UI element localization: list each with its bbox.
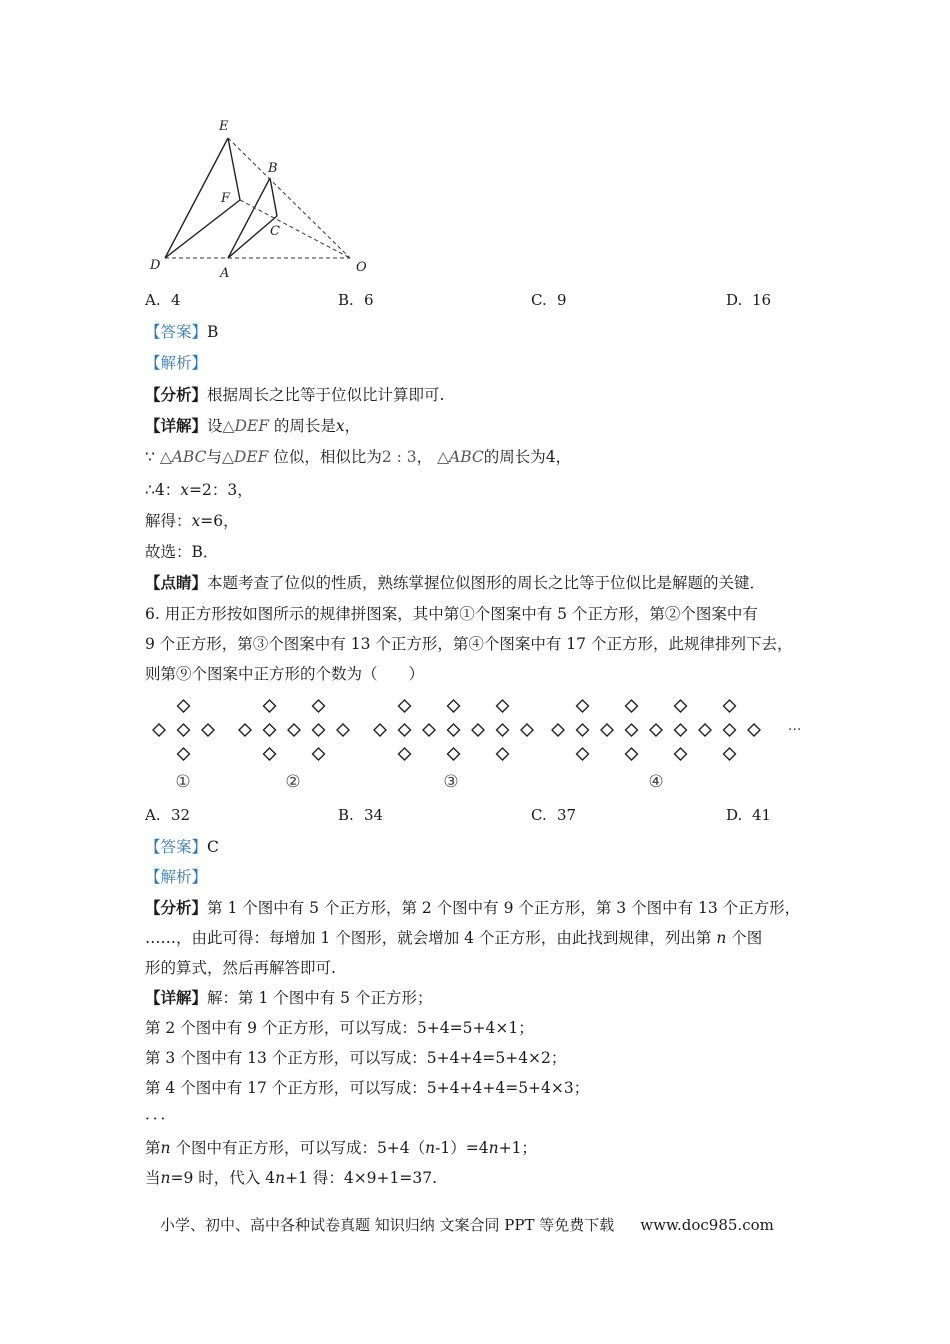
square-diamond-shape [423, 724, 435, 736]
page-footer [160, 1214, 774, 1235]
square-diamond-shape [577, 700, 589, 712]
square-diamond-shape [601, 724, 613, 736]
square-diamond-shape [521, 724, 533, 736]
q6-option-a: A. 32 [145, 806, 191, 824]
q6-fenxi-1: 【分析】第 1 个图中有 5 个正方形，第 2 个图中有 9 个正方形，第 3 个图中有 13 个正方形， [145, 898, 801, 917]
similar-triangles-figure [140, 110, 380, 285]
square-diamond-shape [497, 724, 509, 736]
square-diamond-shape [399, 748, 411, 760]
label-C: C [270, 224, 280, 239]
figure-label-3: ③ [443, 772, 459, 792]
square-diamond-shape [577, 724, 589, 736]
square-diamond-shape [699, 724, 711, 736]
q6-xiangjie-2: 第 3 个图中有 13 个正方形，可以写成：5+4+4=5+4×2； [145, 1049, 567, 1067]
label-E: E [219, 119, 229, 134]
square-diamond-shape [497, 700, 509, 712]
figure-label-2: ② [285, 772, 301, 792]
square-diamond-shape [626, 724, 638, 736]
q5-choice: 故选：B． [145, 543, 219, 561]
footer-text: 小学、初中、高中各种试卷真题 知识归纳 文案合同 PPT 等免费下载 [160, 1216, 615, 1234]
square-diamond-shape [724, 748, 736, 760]
square-diamond-shape [178, 724, 190, 736]
q5-step-solve: 解得：x=6， [145, 512, 239, 530]
diamond-pattern-figure [140, 690, 820, 800]
q5-option-c: C. 9 [531, 291, 567, 309]
label-A: A [220, 266, 230, 281]
square-diamond-shape [313, 748, 325, 760]
figure-label-4: ④ [648, 772, 664, 792]
q5-xiangjie: 【详解】设△DEF 的周长是x， [145, 416, 361, 435]
q6-stem-line-1: 6. 用正方形按如图所示的规律拼图案，其中第①个图案中有 5 个正方形，第②个图案中有 [145, 605, 758, 623]
square-diamond-shape [724, 724, 736, 736]
square-diamond-shape [399, 700, 411, 712]
label-B: B [268, 161, 278, 176]
label-D: D [150, 258, 161, 273]
square-diamond-shape [675, 700, 687, 712]
square-diamond-shape [626, 748, 638, 760]
square-diamond-shape [178, 748, 190, 760]
square-diamond-shape [202, 724, 214, 736]
q6-option-c: C. 37 [531, 806, 577, 824]
square-diamond-shape [264, 724, 276, 736]
square-diamond-shape [650, 724, 662, 736]
square-diamond-shape [448, 748, 460, 760]
pattern-ellipsis: ··· [788, 722, 802, 738]
square-diamond-shape [448, 724, 460, 736]
label-O: O [356, 260, 367, 275]
square-diamond-shape [178, 700, 190, 712]
square-diamond-shape [374, 724, 386, 736]
square-diamond-shape [497, 748, 509, 760]
q5-fenxi: 【分析】根据周长之比等于位似比计算即可. [145, 385, 445, 404]
square-diamond-shape [748, 724, 760, 736]
q6-option-d: D. 41 [726, 806, 772, 824]
square-diamond-shape [448, 700, 460, 712]
q5-step-ratio: ∵ △ABC与△DEF 位似，相似比为2 : 3， △ABC的周长为4， [145, 448, 572, 466]
q6-continuation-dots: ．．． [145, 1105, 177, 1123]
q6-xiangjie-0: 【详解】解：第 1 个图中有 5 个正方形； [145, 988, 433, 1007]
label-F: F [221, 191, 231, 206]
square-diamond-shape [577, 748, 589, 760]
q5-option-d: D. 16 [726, 291, 772, 309]
q6-final: 当n=9 时，代入 4n+1 得：4×9+1=37. [145, 1169, 438, 1187]
q5-step-proportion: ∴4：x=2：3， [145, 481, 253, 499]
q6-answer: 【答案】C [145, 838, 219, 856]
square-diamond-shape [313, 724, 325, 736]
square-diamond-shape [626, 700, 638, 712]
square-diamond-shape [675, 748, 687, 760]
q6-xiangjie-3: 第 4 个图中有 17 个正方形，可以写成：5+4+4+4=5+4×3； [145, 1079, 590, 1097]
square-diamond-shape [288, 724, 300, 736]
q5-dianjing: 【点睛】本题考查了位似的性质，熟练掌握位似图形的周长之比等于位似比是解题的关键． [145, 573, 766, 592]
square-diamond-shape [264, 748, 276, 760]
q6-fenxi-2: ……，由此可得：每增加 1 个图形，就会增加 4 个正方形，由此找到规律，列出第 n 个图 [145, 929, 763, 947]
q6-option-b: B. 34 [338, 806, 384, 824]
q5-option-b: B. 6 [338, 291, 374, 309]
footer-url: www.doc985.com [640, 1216, 774, 1234]
figure-label-1: ① [175, 772, 191, 792]
q5-jiexi: 【解析】 [145, 354, 208, 372]
q6-stem-line-2: 9 个正方形，第③个图案中有 13 个正方形，第④个图案中有 17 个正方形，此规律排列下去， [145, 635, 793, 653]
q6-xiangjie-1: 第 2 个图中有 9 个正方形，可以写成：5+4=5+4×1； [145, 1019, 534, 1037]
square-diamond-shape [264, 700, 276, 712]
q6-xiangjie-n: 第n 个图中有正方形，可以写成：5+4（n-1）=4n+1； [145, 1139, 537, 1157]
q6-fenxi-3: 形的算式，然后再解答即可. [145, 959, 336, 977]
q5-answer: 【答案】B [145, 323, 219, 341]
q5-option-a: A. 4 [145, 291, 181, 309]
square-diamond-shape [399, 724, 411, 736]
square-diamond-shape [552, 724, 564, 736]
square-diamond-shape [724, 700, 736, 712]
square-diamond-shape [472, 724, 484, 736]
square-diamond-shape [675, 724, 687, 736]
square-diamond-shape [337, 724, 349, 736]
square-diamond-shape [313, 700, 325, 712]
q6-jiexi: 【解析】 [145, 868, 208, 886]
square-diamond-shape [153, 724, 165, 736]
square-diamond-shape [239, 724, 251, 736]
q6-stem-line-3: 则第⑨个图案中正方形的个数为（ ） [145, 665, 425, 683]
